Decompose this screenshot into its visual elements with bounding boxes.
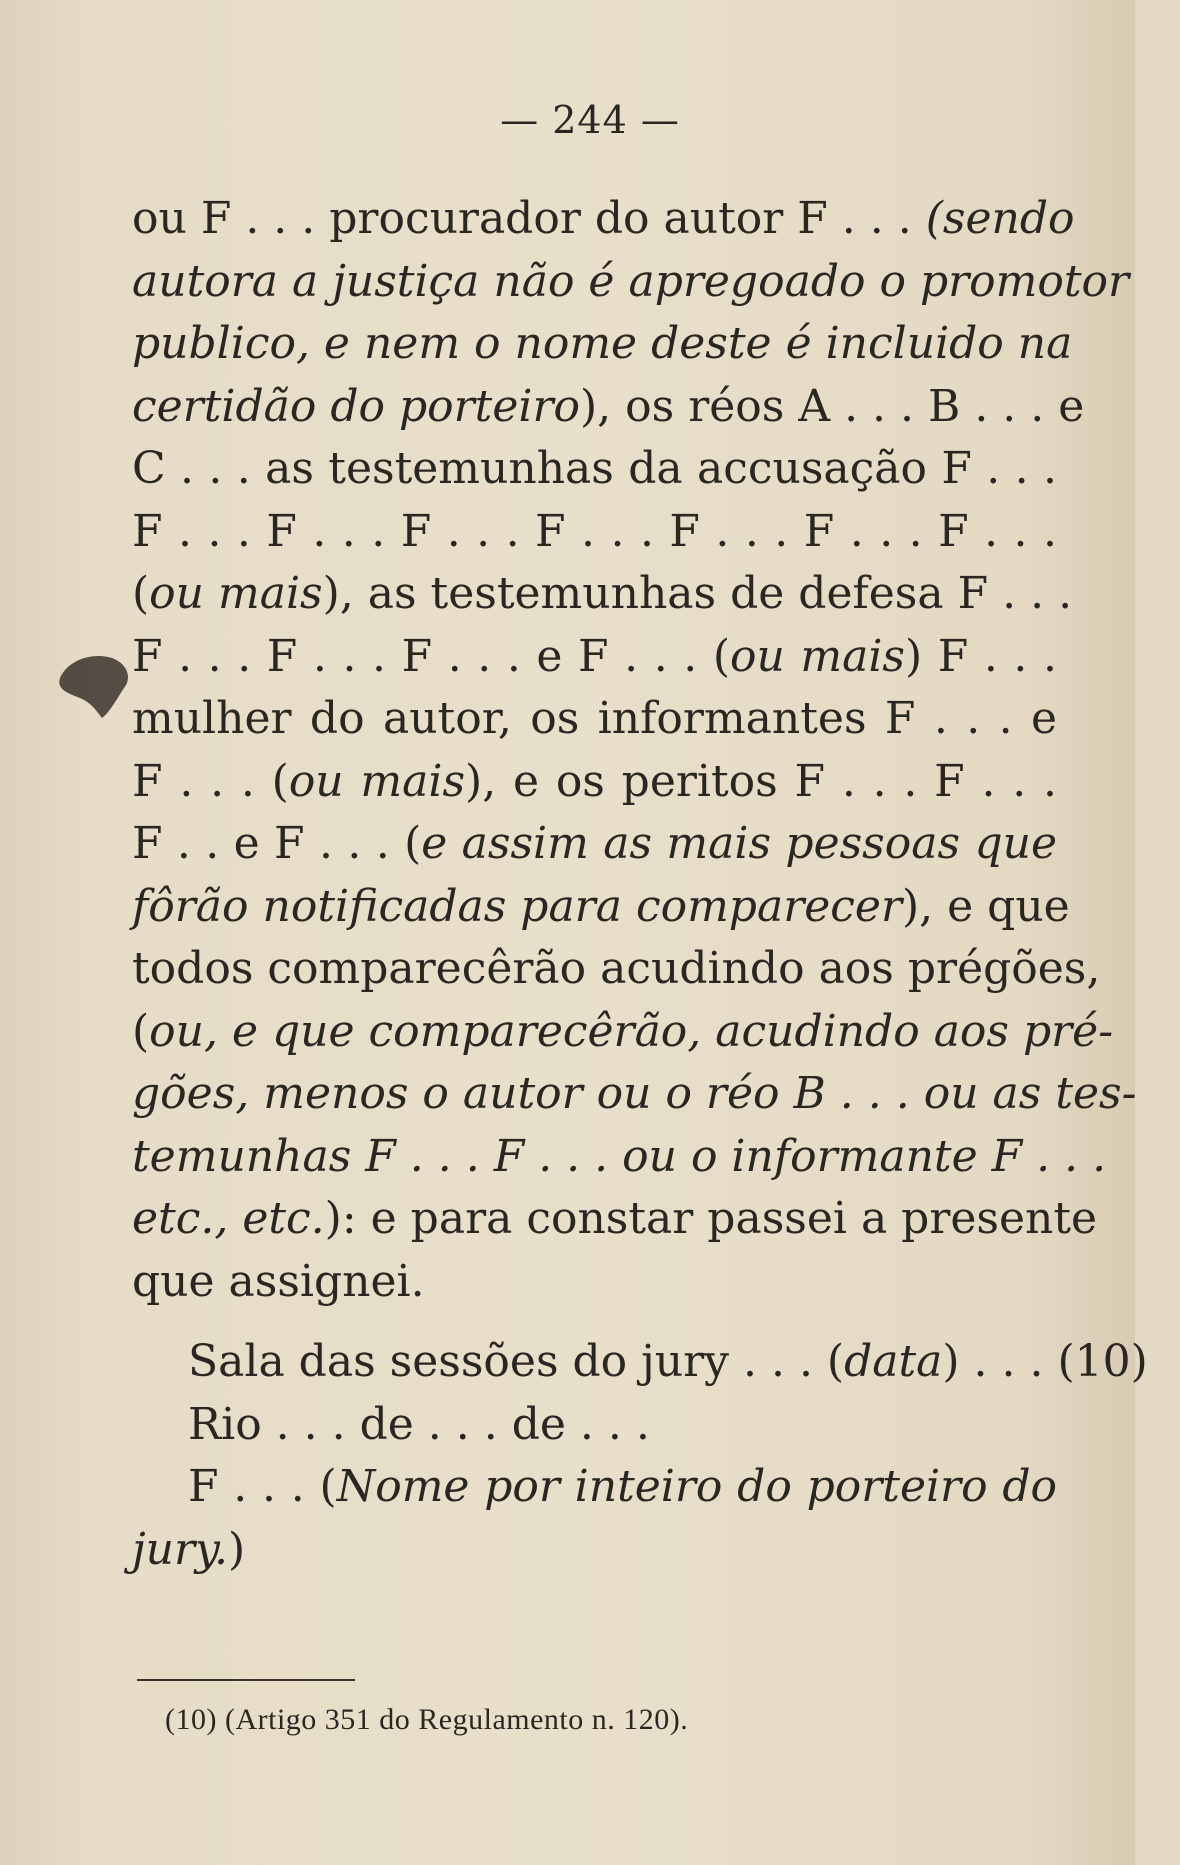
italic-text: ou mais [288,755,466,807]
footnote-rule [137,1679,355,1681]
text-line [132,938,1101,1001]
roman-text: ou F . . . procurador do autor F . . . [132,193,926,244]
body-text [132,188,1148,1581]
text-line [132,751,1057,814]
italic-text: ou, e que comparecêrão, acudindo aos pré- [149,1005,1114,1057]
roman-text: ): e para constar passei a presente [324,1193,1098,1244]
text-line [132,876,1070,939]
italic-text: (sendo [925,193,1075,244]
italic-text: publico, e nem o nome deste é incluido na [132,318,1073,369]
text-line [132,1394,1057,1457]
text-line [132,1331,1148,1394]
roman-text: ), e os peritos F . . . F . . . [465,755,1058,807]
roman-text: que assignei. [132,1255,425,1307]
roman-text: todos comparecêrão acudindo aos prégões, [132,943,1101,994]
ink-stain [50,648,134,720]
italic-text: temunhas F . . . F . . . ou o informante F . . . [132,1130,1107,1182]
page-number: — 244 — [500,98,680,142]
roman-text: ), as testemunhas de defesa F . . . [322,568,1073,619]
text-line [132,1251,1057,1314]
text-line [132,313,1073,376]
text-line [132,251,1130,314]
text-line [132,438,1057,501]
roman-text: F . . . F . . . F . . . e F . . . ( [132,630,730,682]
roman-text: ) . . . (10) [942,1336,1148,1387]
roman-text: F . . . ( [132,755,289,807]
text-line [132,376,1085,439]
italic-text: data [844,1336,943,1387]
footnote: (10) (Artigo 351 do Regulamento n. 120). [165,1703,689,1736]
italic-text: autora a justiça não é apregoado o promotor [132,255,1130,307]
italic-text: certidão do porteiro [132,380,580,432]
text-line [132,1188,1098,1251]
text-line [132,688,1057,751]
roman-text: ) [228,1523,246,1575]
roman-text: F . . e F . . . ( [132,818,422,869]
italic-text: ou mais [730,630,906,682]
text-line [132,1063,1137,1126]
roman-text: C . . . as testemunhas da accusação F . . . [132,443,1057,494]
text-line [132,563,1073,626]
roman-text: ( [132,1005,150,1057]
roman-text: Sala das sessões do jury . . . ( [188,1336,845,1387]
text-line [132,1519,1057,1582]
text-line [132,626,1057,689]
italic-text: ou mais [149,568,323,619]
roman-text: mulher do autor, os informantes F . . . e [132,693,1057,744]
text-line [132,1126,1107,1189]
roman-text: F . . . F . . . F . . . F . . . F . . . F . . . F . . . [132,505,1057,557]
text-line [132,1001,1114,1064]
paragraph-gap [132,1313,1057,1331]
italic-text: Nome por inteiro do porteiro do [336,1461,1057,1512]
italic-text: gões, menos o autor ou o réo B . . . ou as tes- [132,1068,1137,1119]
italic-text: e assim as mais pessoas que [421,818,1057,869]
roman-text: F . . . ( [188,1461,337,1512]
roman-text: ), os réos A . . . B . . . e [580,380,1085,432]
text-line [132,1456,1057,1519]
roman-text: Rio . . . de . . . de . . . [188,1398,650,1450]
roman-text: ), e que [901,880,1070,932]
roman-text: ) F . . . [905,630,1057,682]
italic-text: etc., etc. [132,1193,325,1244]
italic-text: jury. [132,1523,229,1575]
italic-text: fôrão notificadas para comparecer [132,880,902,932]
text-line [132,813,1057,876]
roman-text: ( [132,568,150,619]
text-line [132,188,1075,251]
text-line [132,501,1057,564]
